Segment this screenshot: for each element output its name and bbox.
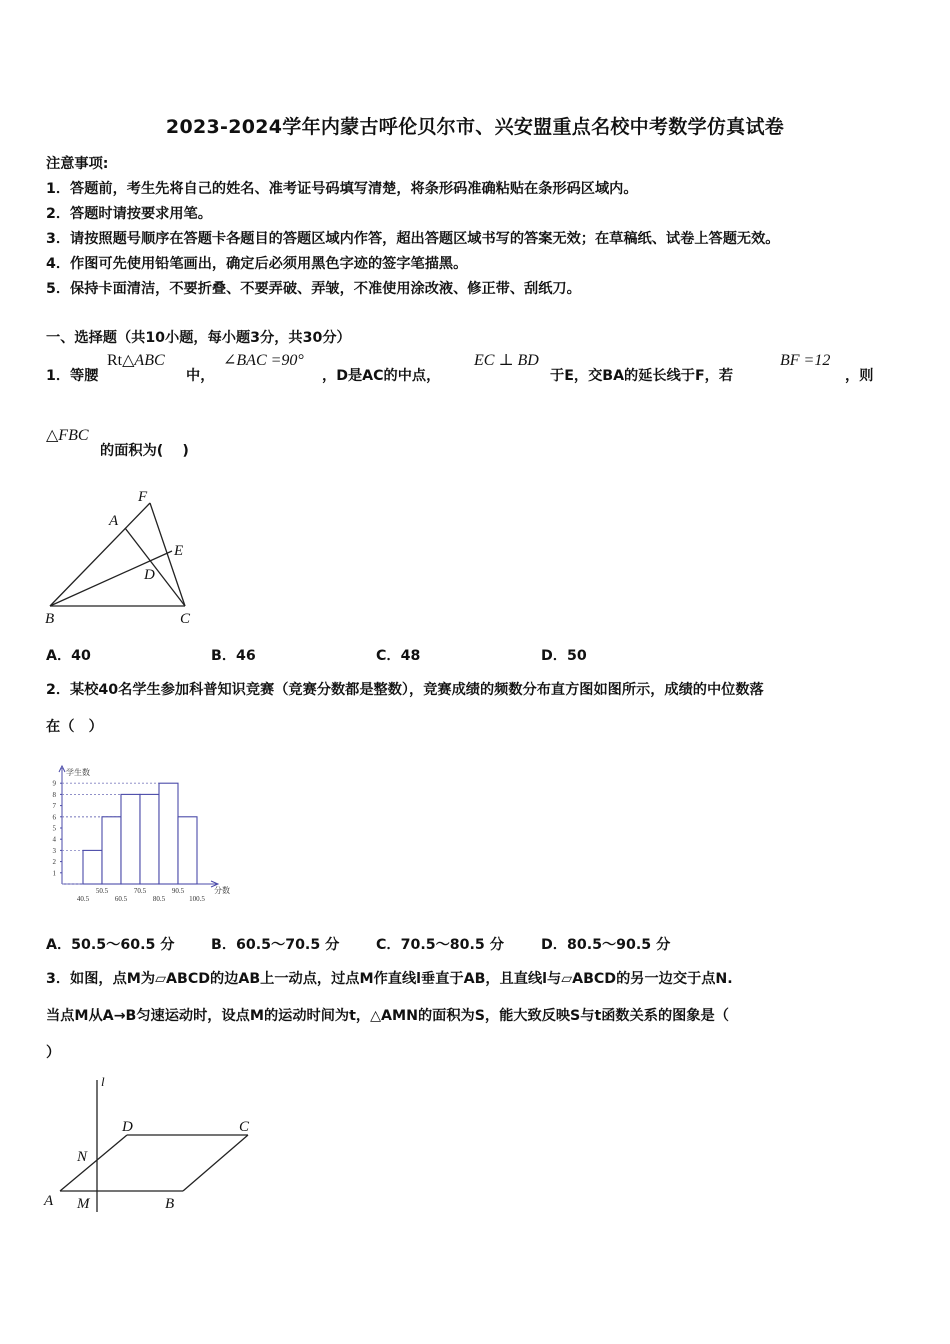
y-tick-label: 1 (52, 869, 56, 878)
q1-math-perpendicular: EC ⊥ BD (474, 352, 539, 369)
x-tick-label: 90.5 (171, 887, 185, 895)
q1-text-part: ，则 (845, 368, 874, 384)
label-a: A (44, 1193, 54, 1209)
histogram-bar (121, 794, 140, 884)
label-e: E (174, 543, 184, 559)
notice-item: 2．答题时请按要求用笔。 (46, 206, 212, 222)
q2-stem-line1: 2．某校40名学生参加科普知识竞赛（竞赛分数都是整数），竞赛成绩的频数分布直方图如图所示，成绩的中位数落 (46, 682, 764, 698)
y-tick-label: 2 (52, 858, 56, 867)
q3-stem-line2: 当点M从A→B匀速运动时，设点M的运动时间为t，△AMN的面积为S，能大致反映S与t函数关系的图象是（ (46, 1008, 729, 1024)
q1-text-part: 中， (186, 368, 215, 384)
q1-math-bf: BF =12 (780, 352, 831, 369)
histogram-bar (83, 850, 102, 884)
y-tick-label: 5 (52, 824, 56, 833)
q1-text-part: 1．等腰 (46, 368, 99, 384)
y-axis-label: 学生数 (66, 768, 90, 777)
q1-option-d: D．50 (541, 648, 587, 664)
q3-stem-line1: 3．如图，点M为▱ABCD的边AB上一动点，过点M作直线l垂直于AB，且直线l与▱ABCD的另一边交于点N. (46, 971, 733, 987)
q2-option-c: C．70.5～80.5 分 (376, 937, 504, 953)
q1-option-b: B．46 (211, 648, 256, 664)
notice-item: 3．请按照题号顺序在答题卡各题目的答题区域内作答，超出答题区域书写的答案无效；在草稿纸、试卷上答题无效。 (46, 231, 780, 247)
notice-item: 5．保持卡面清洁，不要折叠、不要弄破、弄皱，不准使用涂改液、修正带、刮纸刀。 (46, 281, 581, 297)
x-tick-label: 60.5 (114, 895, 128, 903)
label-f: F (138, 489, 148, 505)
notice-item: 1．答题前，考生先将自己的姓名、准考证号码填写清楚，将条形码准确粘贴在条形码区域内。 (46, 181, 638, 197)
side-bc (183, 1135, 248, 1191)
y-tick-label: 9 (52, 779, 56, 788)
label-n: N (77, 1149, 88, 1165)
notice-heading: 注意事项: (46, 156, 109, 172)
x-tick-label: 80.5 (152, 895, 166, 903)
histogram-bar (159, 783, 178, 884)
label-m: M (77, 1196, 90, 1212)
q2-option-d: D．80.5～90.5 分 (541, 937, 671, 953)
y-tick-label: 4 (52, 835, 56, 844)
x-tick-label: 100.5 (189, 895, 205, 903)
label-d: D (144, 567, 155, 583)
page-title: 2023-2024学年内蒙古呼伦贝尔市、兴安盟重点名校中考数学仿真试卷 (165, 116, 785, 138)
q3-parallelogram-figure (40, 1072, 270, 1222)
q1-math-angle: ∠BAC =90° (223, 352, 304, 369)
label-c: C (180, 611, 191, 627)
label-b: B (165, 1196, 175, 1212)
notice-item: 4．作图可先使用铅笔画出，确定后必须用黑色字迹的签字笔描黑。 (46, 256, 468, 272)
section-heading: 一、选择题（共10小题，每小题3分，共30分） (46, 330, 351, 346)
y-tick-label: 8 (52, 790, 56, 799)
q1-triangle-figure (40, 485, 210, 630)
q1-text-part: ，D是AC的中点， (322, 368, 441, 384)
y-tick-label: 7 (52, 802, 56, 811)
q1-math-fbc: △FBC (46, 427, 89, 444)
q1-option-a: A．40 (46, 648, 91, 664)
q2-histogram (42, 762, 242, 907)
q3-stem-line3: ） (46, 1045, 61, 1061)
side-ad (60, 1135, 127, 1191)
q2-option-a: A．50.5～60.5 分 (46, 937, 175, 953)
histogram-bar (178, 817, 197, 884)
x-tick-label: 40.5 (76, 895, 90, 903)
q1-text-part: 的面积为( ) (100, 443, 189, 459)
histogram-bar (140, 794, 159, 884)
label-l: l (101, 1074, 105, 1089)
label-c: C (239, 1119, 250, 1135)
x-axis-label: 分数 (214, 886, 230, 895)
q2-option-b: B．60.5～70.5 分 (211, 937, 340, 953)
x-tick-label: 50.5 (95, 887, 109, 895)
y-tick-label: 6 (52, 813, 56, 822)
line-bf (50, 503, 150, 606)
q2-stem-line2: 在（ ） (46, 719, 103, 735)
label-d: D (122, 1119, 133, 1135)
q1-text-part: 于E，交BA的延长线于F，若 (550, 368, 734, 384)
x-tick-label: 70.5 (133, 887, 147, 895)
y-tick-label: 3 (52, 846, 56, 855)
q1-math-triangle: Rt△ABC (107, 352, 165, 369)
line-ac (125, 528, 185, 606)
label-b: B (45, 611, 55, 627)
q1-option-c: C．48 (376, 648, 421, 664)
histogram-bar (102, 817, 121, 884)
label-a: A (109, 513, 119, 529)
